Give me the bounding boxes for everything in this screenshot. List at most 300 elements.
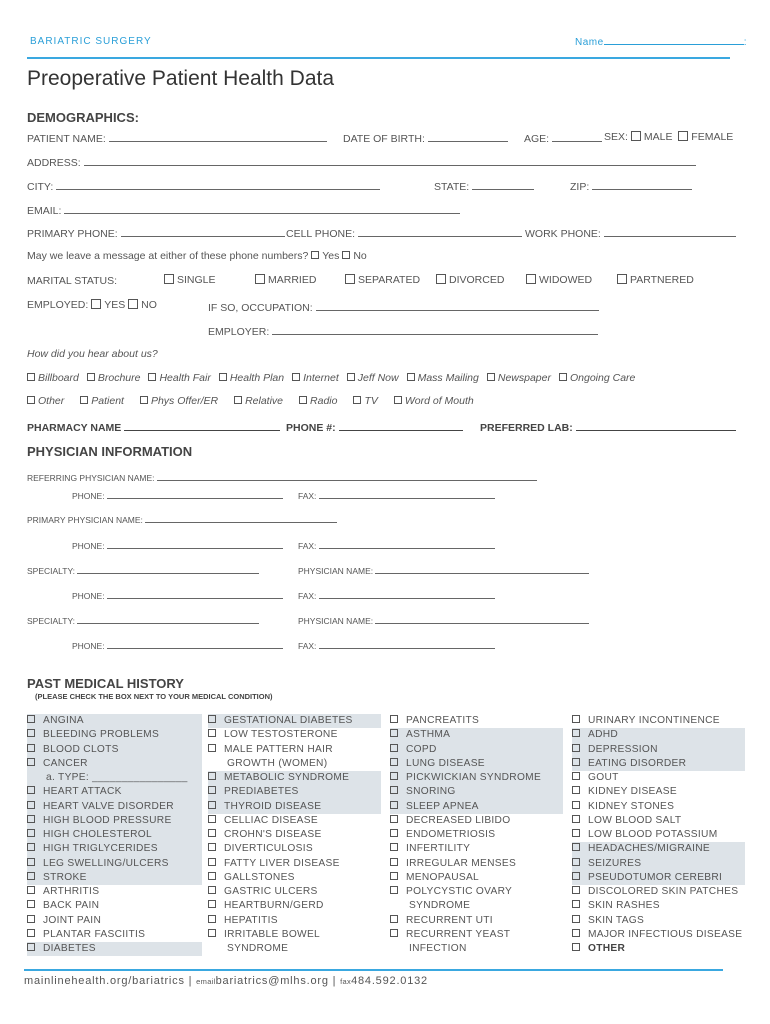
- hear-option-checkbox[interactable]: [407, 373, 415, 381]
- history-item[interactable]: [27, 942, 202, 956]
- hear-option-checkbox[interactable]: [27, 396, 35, 404]
- hear-option[interactable]: [292, 372, 339, 384]
- address-label: ADDRESS:: [27, 157, 81, 169]
- history-checkbox[interactable]: [27, 915, 35, 923]
- history-item[interactable]: [572, 728, 745, 742]
- history-checkbox[interactable]: [390, 786, 398, 794]
- history-label: DEPRESSION: [588, 743, 658, 755]
- hear-option-label: Ongoing Care: [570, 372, 636, 384]
- email-label: EMAIL:: [27, 205, 62, 217]
- history-item[interactable]: [208, 899, 381, 913]
- fax-field-3[interactable]: [298, 640, 495, 651]
- history-checkbox[interactable]: [572, 772, 580, 780]
- org-label: BARIATRIC SURGERY: [30, 36, 152, 47]
- message-no-label: No: [353, 250, 367, 262]
- history-checkbox[interactable]: [27, 900, 35, 908]
- address-field[interactable]: [27, 155, 696, 169]
- history-checkbox[interactable]: [390, 729, 398, 737]
- history-checkbox[interactable]: [208, 815, 216, 823]
- history-checkbox[interactable]: [572, 843, 580, 851]
- hear-option[interactable]: [27, 395, 64, 407]
- history-checkbox[interactable]: [27, 744, 35, 752]
- hear-option-checkbox[interactable]: [87, 373, 95, 381]
- history-item[interactable]: [208, 771, 381, 785]
- history-checkbox[interactable]: [572, 915, 580, 923]
- history-item[interactable]: [27, 785, 202, 799]
- history-item[interactable]: [390, 885, 563, 899]
- history-checkbox[interactable]: [27, 815, 35, 823]
- history-checkbox[interactable]: [390, 744, 398, 752]
- history-checkbox[interactable]: [390, 815, 398, 823]
- history-label: PICKWICKIAN SYNDROME: [406, 772, 542, 783]
- history-label: DIABETES: [43, 943, 96, 954]
- occupation-field[interactable]: [208, 300, 599, 314]
- history-item[interactable]: [27, 857, 202, 871]
- referring-physician-field[interactable]: [27, 472, 537, 483]
- history-checkbox[interactable]: [208, 900, 216, 908]
- history-label: LOW BLOOD SALT: [588, 814, 682, 826]
- female-label: FEMALE: [691, 131, 734, 143]
- history-checkbox[interactable]: [208, 715, 216, 723]
- history-label: CELLIAC DISEASE: [224, 814, 318, 826]
- hear-option-checkbox[interactable]: [219, 373, 227, 381]
- divorced-checkbox[interactable]: [436, 274, 446, 284]
- marital-widowed[interactable]: [526, 274, 592, 286]
- hear-option-label: Internet: [303, 372, 339, 384]
- history-checkbox[interactable]: [208, 729, 216, 737]
- history-checkbox[interactable]: [208, 829, 216, 837]
- zip-label: ZIP:: [570, 181, 590, 193]
- history-item[interactable]: [208, 914, 381, 928]
- history-label: GALLSTONES: [224, 871, 295, 883]
- history-item[interactable]: [572, 885, 745, 899]
- history-item[interactable]: [572, 857, 745, 871]
- hear-option-label: Phys Offer/ER: [150, 395, 219, 407]
- marital-divorced[interactable]: [436, 274, 504, 286]
- history-checkbox[interactable]: [572, 801, 580, 809]
- history-item[interactable]: [208, 728, 381, 742]
- employed-yes-label: YES: [104, 299, 126, 311]
- hear-option-label: Mass Mailing: [417, 372, 479, 384]
- hear-option-checkbox[interactable]: [347, 373, 355, 381]
- footer-site[interactable]: mainlinehealth.org/bariatrics: [24, 975, 185, 987]
- history-checkbox[interactable]: [390, 872, 398, 880]
- partnered-checkbox[interactable]: [617, 274, 627, 284]
- sex-label: SEX:: [604, 131, 628, 143]
- footer-contact: [24, 975, 428, 987]
- history-item[interactable]: [208, 842, 381, 856]
- primary-phone-field[interactable]: [27, 226, 285, 240]
- history-item[interactable]: [27, 814, 202, 828]
- history-checkbox[interactable]: [27, 872, 35, 880]
- history-item: [27, 771, 202, 785]
- history-note: (PLEASE CHECK THE BOX NEXT TO YOUR MEDICAL CONDITION): [35, 692, 273, 701]
- history-item[interactable]: [27, 842, 202, 856]
- dob-field[interactable]: [343, 131, 508, 145]
- history-label: COPD: [406, 743, 437, 755]
- history-checkbox[interactable]: [572, 815, 580, 823]
- city-field[interactable]: [27, 179, 380, 193]
- history-checkbox[interactable]: [390, 843, 398, 851]
- referring-physician-label: REFERRING PHYSICIAN NAME:: [27, 473, 155, 483]
- hear-option[interactable]: [347, 372, 399, 384]
- hear-option[interactable]: [148, 372, 210, 384]
- history-checkbox[interactable]: [208, 843, 216, 851]
- pharmacy-phone-field[interactable]: [286, 420, 463, 434]
- history-column-4: [572, 714, 745, 956]
- history-checkbox[interactable]: [27, 801, 35, 809]
- history-item[interactable]: [390, 871, 563, 885]
- history-label: INFECTION: [409, 943, 467, 954]
- history-item[interactable]: [390, 728, 563, 742]
- hear-option[interactable]: [559, 372, 635, 384]
- pharmacy-label: PHARMACY NAME: [27, 422, 122, 434]
- history-item[interactable]: [208, 800, 381, 814]
- single-label: SINGLE: [177, 274, 216, 286]
- history-checkbox[interactable]: [208, 915, 216, 923]
- history-item[interactable]: [390, 785, 563, 799]
- history-item[interactable]: [390, 857, 563, 871]
- history-label: JOINT PAIN: [43, 914, 102, 926]
- history-label: HIGH BLOOD PRESSURE: [43, 814, 172, 826]
- marital-separated[interactable]: [345, 274, 420, 286]
- hear-options-row1: [27, 372, 643, 384]
- history-checkbox[interactable]: [208, 886, 216, 894]
- preferred-lab-label: PREFERRED LAB:: [480, 422, 573, 434]
- history-label: HIGH CHOLESTEROL: [43, 829, 152, 840]
- history-item: [390, 942, 563, 956]
- history-checkbox[interactable]: [572, 729, 580, 737]
- hear-option[interactable]: [299, 395, 337, 407]
- history-item[interactable]: [208, 743, 381, 757]
- history-item[interactable]: [27, 885, 202, 899]
- history-item[interactable]: [390, 928, 563, 942]
- primary-physician-field[interactable]: [27, 514, 337, 525]
- fax-label-2: FAX:: [298, 591, 317, 601]
- history-label: PANCREATITS: [406, 715, 480, 726]
- phone-field-2[interactable]: [72, 590, 283, 601]
- history-item: [208, 942, 381, 956]
- hear-option-checkbox[interactable]: [27, 373, 35, 381]
- history-item[interactable]: [572, 771, 745, 785]
- history-item[interactable]: [208, 714, 381, 728]
- history-item[interactable]: [572, 914, 745, 928]
- history-item[interactable]: [572, 757, 745, 771]
- history-label: LEG SWELLING/ULCERS: [43, 857, 169, 869]
- history-label: URINARY INCONTINENCE: [588, 715, 720, 726]
- history-checkbox[interactable]: [208, 801, 216, 809]
- history-label: BLEEDING PROBLEMS: [43, 729, 160, 741]
- history-checkbox[interactable]: [572, 929, 580, 937]
- hear-option-label: Health Fair: [159, 372, 211, 384]
- marital-label: MARITAL STATUS:: [27, 275, 118, 287]
- hear-option[interactable]: [27, 372, 79, 384]
- history-label: ENDOMETRIOSIS: [406, 829, 496, 840]
- history-label: ARTHRITIS: [43, 886, 100, 897]
- history-checkbox[interactable]: [208, 929, 216, 937]
- specialty-field-1[interactable]: [27, 565, 259, 576]
- history-checkbox[interactable]: [390, 801, 398, 809]
- history-item[interactable]: [572, 899, 745, 913]
- history-item[interactable]: [27, 743, 202, 757]
- history-item[interactable]: [208, 814, 381, 828]
- history-label: SKIN RASHES: [588, 900, 660, 912]
- marital-partnered[interactable]: [617, 274, 694, 286]
- hear-option-label: Patient: [91, 395, 124, 407]
- history-checkbox[interactable]: [390, 772, 398, 780]
- history-label: MAJOR INFECTIOUS DISEASE: [588, 928, 743, 940]
- hear-option[interactable]: [80, 395, 124, 407]
- age-field[interactable]: [524, 131, 602, 145]
- history-item[interactable]: [27, 928, 202, 942]
- hear-option[interactable]: [234, 395, 283, 407]
- employed-yes-checkbox[interactable]: [91, 299, 101, 309]
- history-checkbox[interactable]: [390, 915, 398, 923]
- hear-option-checkbox[interactable]: [353, 396, 361, 404]
- hear-option[interactable]: [407, 372, 479, 384]
- history-item[interactable]: [208, 928, 381, 942]
- history-checkbox[interactable]: [27, 843, 35, 851]
- history-label: DIVERTICULOSIS: [224, 843, 313, 855]
- history-label: RECURRENT YEAST: [406, 928, 511, 940]
- history-checkbox[interactable]: [27, 758, 35, 766]
- primary-fax-label: FAX:: [298, 541, 317, 551]
- primary-phone-label2: PHONE:: [72, 541, 105, 551]
- hear-option-checkbox[interactable]: [299, 396, 307, 404]
- marital-single[interactable]: [164, 274, 216, 286]
- history-checkbox[interactable]: [208, 858, 216, 866]
- history-label: HEART VALVE DISORDER: [43, 800, 174, 812]
- hear-option-label: Relative: [245, 395, 284, 407]
- history-label: FATTY LIVER DISEASE: [224, 857, 340, 869]
- history-label: GASTRIC ULCERS: [224, 886, 318, 897]
- work-phone-field[interactable]: [525, 226, 736, 240]
- history-label: GESTATIONAL DIABETES: [224, 715, 353, 726]
- history-checkbox[interactable]: [390, 886, 398, 894]
- history-column-3: [390, 714, 563, 956]
- history-item[interactable]: [572, 871, 745, 885]
- hear-option-label: Word of Mouth: [404, 395, 474, 407]
- hear-option-checkbox[interactable]: [487, 373, 495, 381]
- history-label: a. TYPE: ________________: [46, 772, 188, 783]
- history-checkbox[interactable]: [390, 715, 398, 723]
- female-checkbox[interactable]: [678, 131, 688, 141]
- history-label: ANGINA: [43, 715, 84, 726]
- history-item[interactable]: [208, 828, 381, 842]
- history-item[interactable]: [572, 785, 745, 799]
- name-field[interactable]: Name :: [575, 37, 747, 48]
- history-checkbox[interactable]: [27, 886, 35, 894]
- fax-field-2[interactable]: [298, 590, 495, 601]
- history-item[interactable]: [390, 743, 563, 757]
- history-item[interactable]: [27, 714, 202, 728]
- history-checkbox[interactable]: [27, 729, 35, 737]
- history-checkbox[interactable]: [390, 858, 398, 866]
- referring-phone-field[interactable]: [72, 490, 283, 501]
- separated-checkbox[interactable]: [345, 274, 355, 284]
- message-yes-checkbox[interactable]: [311, 251, 319, 259]
- history-item[interactable]: [390, 828, 563, 842]
- employed-no-checkbox[interactable]: [128, 299, 138, 309]
- history-label: INFERTILITY: [406, 843, 471, 855]
- history-item[interactable]: [390, 800, 563, 814]
- history-item[interactable]: [27, 871, 202, 885]
- preferred-lab-field[interactable]: [480, 420, 736, 434]
- history-checkbox[interactable]: [572, 829, 580, 837]
- primary-fax-field[interactable]: [298, 540, 495, 551]
- history-label: PLANTAR FASCIITIS: [43, 928, 146, 940]
- phone-field-3[interactable]: [72, 640, 283, 651]
- history-label: IRREGULAR MENSES: [406, 857, 517, 869]
- history-checkbox[interactable]: [27, 786, 35, 794]
- history-item[interactable]: [390, 842, 563, 856]
- hear-option[interactable]: [219, 372, 284, 384]
- history-item[interactable]: [27, 899, 202, 913]
- hear-options-row2: [27, 395, 490, 407]
- history-label: CROHN'S DISEASE: [224, 829, 322, 840]
- referring-fax-field[interactable]: [298, 490, 495, 501]
- history-label: SKIN TAGS: [588, 914, 645, 926]
- history-label: HEADACHES/MIGRAINE: [588, 843, 711, 855]
- history-item[interactable]: [390, 714, 563, 728]
- history-label: STROKE: [43, 871, 87, 883]
- history-checkbox[interactable]: [572, 943, 580, 951]
- pharmacy-phone-label: PHONE #:: [286, 422, 336, 434]
- hear-option-label: Jeff Now: [357, 372, 399, 384]
- history-item[interactable]: [572, 800, 745, 814]
- hear-option-checkbox[interactable]: [234, 396, 242, 404]
- message-question-text: May we leave a message at either of these phone numbers?: [27, 250, 309, 262]
- history-item[interactable]: [208, 871, 381, 885]
- history-item[interactable]: [27, 728, 202, 742]
- history-checkbox[interactable]: [572, 715, 580, 723]
- hear-option[interactable]: [87, 372, 141, 384]
- history-checkbox[interactable]: [572, 872, 580, 880]
- history-label: LOW BLOOD POTASSIUM: [588, 829, 718, 840]
- sex-field: [604, 131, 733, 143]
- pharmacy-field[interactable]: [27, 420, 280, 434]
- history-checkbox[interactable]: [27, 715, 35, 723]
- specialty-field-2[interactable]: [27, 615, 259, 626]
- history-item[interactable]: [27, 828, 202, 842]
- history-checkbox[interactable]: [572, 744, 580, 752]
- history-item[interactable]: [390, 814, 563, 828]
- history-checkbox[interactable]: [27, 929, 35, 937]
- history-checkbox[interactable]: [572, 886, 580, 894]
- hear-option-label: Health Plan: [229, 372, 285, 384]
- email-field[interactable]: [27, 203, 460, 217]
- primary-physician-label: PRIMARY PHYSICIAN NAME:: [27, 515, 143, 525]
- widowed-checkbox[interactable]: [526, 274, 536, 284]
- history-item[interactable]: [390, 757, 563, 771]
- history-checkbox[interactable]: [390, 929, 398, 937]
- history-item[interactable]: [572, 743, 745, 757]
- footer-sep-1: |: [188, 975, 193, 987]
- history-label: POLYCYSTIC OVARY: [406, 886, 513, 897]
- history-label: ADHD: [588, 729, 619, 741]
- history-checkbox[interactable]: [572, 758, 580, 766]
- hear-option-checkbox[interactable]: [140, 396, 148, 404]
- footer-fax-label: fax: [340, 977, 352, 986]
- history-checkbox[interactable]: [572, 786, 580, 794]
- history-checkbox[interactable]: [390, 758, 398, 766]
- married-checkbox[interactable]: [255, 274, 265, 284]
- physician-name-field-2[interactable]: [298, 615, 589, 626]
- history-item[interactable]: [572, 928, 745, 942]
- history-item[interactable]: [572, 842, 745, 856]
- history-item[interactable]: [27, 800, 202, 814]
- history-checkbox[interactable]: [572, 900, 580, 908]
- history-item[interactable]: [390, 914, 563, 928]
- demographics-heading: DEMOGRAPHICS:: [27, 110, 139, 125]
- zip-field[interactable]: [570, 179, 692, 193]
- history-item[interactable]: [572, 942, 745, 956]
- history-item[interactable]: [208, 857, 381, 871]
- history-checkbox[interactable]: [27, 943, 35, 951]
- footer-email[interactable]: bariatrics@mlhs.org: [215, 975, 329, 987]
- state-field[interactable]: [434, 179, 534, 193]
- history-checkbox[interactable]: [27, 858, 35, 866]
- specialty-label-1: SPECIALTY:: [27, 566, 76, 576]
- history-item[interactable]: [27, 757, 202, 771]
- hear-question: How did you hear about us?: [27, 348, 158, 360]
- patient-name-field[interactable]: [27, 131, 327, 145]
- hear-option-checkbox[interactable]: [559, 373, 567, 381]
- history-checkbox[interactable]: [208, 872, 216, 880]
- history-checkbox[interactable]: [390, 829, 398, 837]
- hear-option-checkbox[interactable]: [292, 373, 300, 381]
- history-column-2: [208, 714, 381, 956]
- history-item[interactable]: [572, 828, 745, 842]
- history-checkbox[interactable]: [27, 829, 35, 837]
- hear-option[interactable]: [487, 372, 551, 384]
- history-checkbox[interactable]: [572, 858, 580, 866]
- history-label: HEARTBURN/GERD: [224, 900, 324, 912]
- primary-phone-label: PRIMARY PHONE:: [27, 228, 118, 240]
- history-label: PREDIABETES: [224, 786, 299, 798]
- history-checkbox[interactable]: [208, 772, 216, 780]
- history-item[interactable]: [572, 714, 745, 728]
- history-checkbox[interactable]: [208, 786, 216, 794]
- history-label: BLOOD CLOTS: [43, 743, 119, 755]
- employer-field[interactable]: [208, 324, 598, 338]
- hear-option[interactable]: [140, 395, 218, 407]
- primary-phone-field[interactable]: [72, 540, 283, 551]
- message-no-checkbox[interactable]: [342, 251, 350, 259]
- history-item[interactable]: [208, 785, 381, 799]
- history-item[interactable]: [572, 814, 745, 828]
- history-label: HEPATITIS: [224, 914, 278, 926]
- hear-option-checkbox[interactable]: [394, 396, 402, 404]
- hear-option-checkbox[interactable]: [148, 373, 156, 381]
- single-checkbox[interactable]: [164, 274, 174, 284]
- hear-option-label: Radio: [310, 395, 338, 407]
- physician-name-field-1[interactable]: [298, 565, 589, 576]
- hear-option[interactable]: [353, 395, 377, 407]
- history-item[interactable]: [27, 914, 202, 928]
- history-item[interactable]: [208, 885, 381, 899]
- hear-option-checkbox[interactable]: [80, 396, 88, 404]
- male-checkbox[interactable]: [631, 131, 641, 141]
- state-label: STATE:: [434, 181, 470, 193]
- history-item[interactable]: [390, 771, 563, 785]
- marital-married[interactable]: [255, 274, 316, 286]
- specialty-label-2: SPECIALTY:: [27, 616, 76, 626]
- cell-phone-field[interactable]: [286, 226, 522, 240]
- history-checkbox[interactable]: [208, 744, 216, 752]
- history-item: [208, 757, 381, 771]
- hear-option[interactable]: [394, 395, 474, 407]
